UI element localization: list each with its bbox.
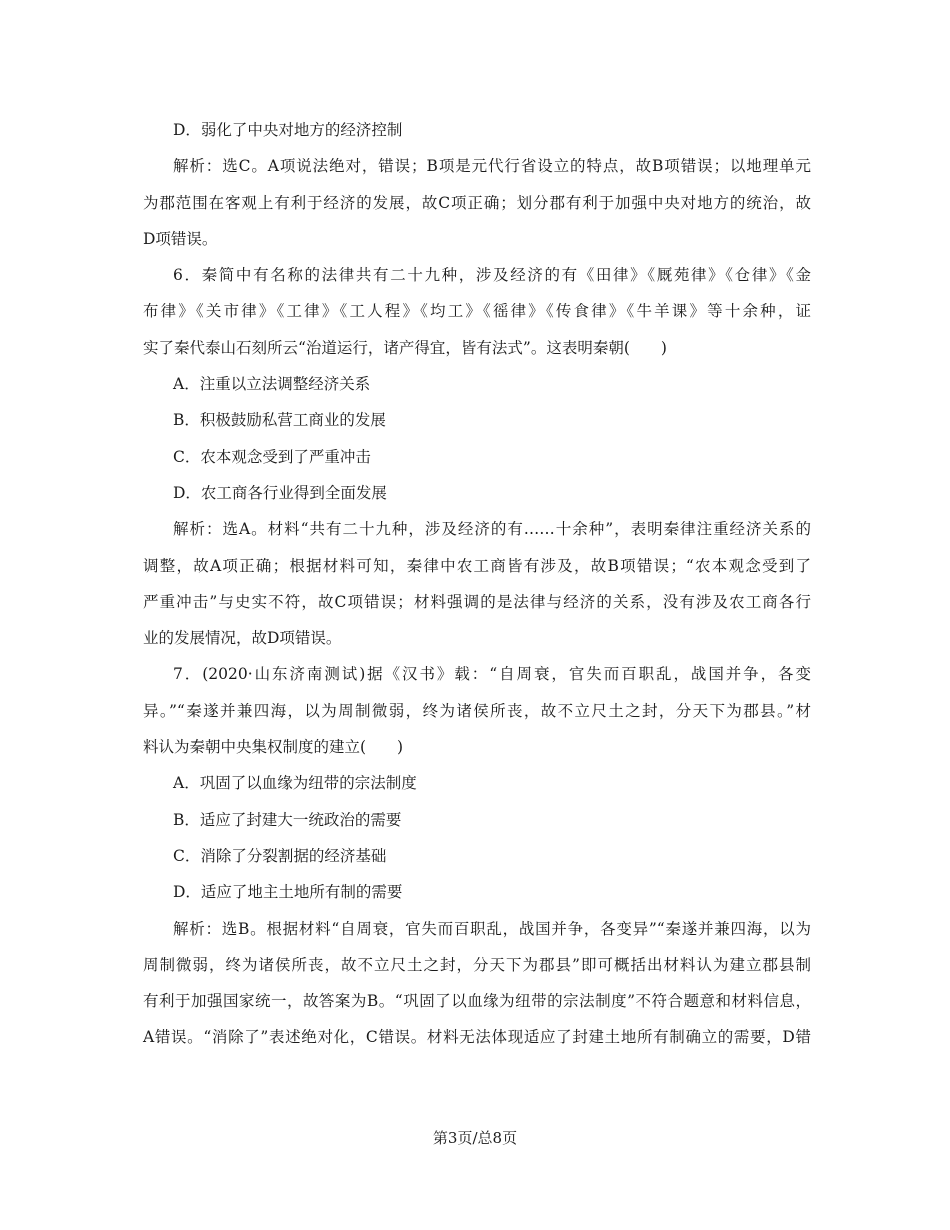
text-line: A．巩固了以血缘为纽带的宗法制度 xyxy=(173,774,417,793)
text-line: 异。”“秦遂并兼四海，以为周制微弱，终为诸侯所丧，故不立尺土之封，分天下为郡县。”材 xyxy=(143,701,811,720)
text-line: 实了秦代泰山石刻所云“治道运行，诸产得宜，皆有法式”。这表明秦朝( ) xyxy=(143,338,667,357)
text-line: 业的发展情况，故D项错误。 xyxy=(143,629,342,648)
text-line: 解析：选C。A项说法绝对，错误；B项是元代行省设立的特点，故B项错误；以地理单元 xyxy=(173,157,811,176)
text-line: 料认为秦朝中央集权制度的建立( ) xyxy=(143,738,404,757)
text-line: A错误。“消除了”表述绝对化，C错误。材料无法体现适应了封建土地所有制确立的需要，D错 xyxy=(143,1028,811,1047)
text-line: 有利于加强国家统一，故答案为B。“巩固了以血缘为纽带的宗法制度”不符合题意和材料信息， xyxy=(143,992,811,1011)
text-line: 解析：选B。根据材料“自周衰，官失而百职乱，战国并争，各变异”“秦遂并兼四海，以为 xyxy=(173,919,811,938)
text-line: D项错误。 xyxy=(143,229,218,248)
text-line: 6．秦简中有名称的法律共有二十九种，涉及经济的有《田律》《厩苑律》《仓律》《金 xyxy=(173,266,811,285)
text-line: D．适应了地主土地所有制的需要 xyxy=(173,883,403,902)
document-body xyxy=(143,112,811,1056)
text-line: C．消除了分裂割据的经济基础 xyxy=(173,846,387,865)
text-line: 7．(2020·山东济南测试)据《汉书》载：“自周衰，官失而百职乱，战国并争，各变 xyxy=(173,665,811,684)
text-line: B．适应了封建大一统政治的需要 xyxy=(173,810,402,829)
text-line: 严重冲击”与史实不符，故C项错误；材料强调的是法律与经济的关系，没有涉及农工商各行 xyxy=(143,592,811,611)
text-line: D．农工商各行业得到全面发展 xyxy=(173,483,387,502)
text-line: 周制微弱，终为诸侯所丧，故不立尺土之封，分天下为郡县”即可概括出材料认为建立郡县制 xyxy=(143,955,811,974)
text-line: B．积极鼓励私营工商业的发展 xyxy=(173,411,386,430)
text-line: C．农本观念受到了严重冲击 xyxy=(173,447,371,466)
text-line: 为郡范围在客观上有利于经济的发展，故C项正确；划分郡有利于加强中央对地方的统治，故 xyxy=(143,193,811,212)
page-footer: 第3页/总8页 xyxy=(432,1129,518,1147)
text-line: D．弱化了中央对地方的经济控制 xyxy=(173,121,403,139)
text-line: 调整，故A项正确；根据材料可知，秦律中农工商皆有涉及，故B项错误；“农本观念受到了 xyxy=(143,556,811,575)
text-line: 布律》《关市律》《工律》《工人程》《均工》《徭律》《传食律》《牛羊课》等十余种，证 xyxy=(143,302,811,321)
text-line: 解析：选A。材料“共有二十九种，涉及经济的有……十余种”，表明秦律注重经济关系的 xyxy=(173,520,811,539)
text-line: A．注重以立法调整经济关系 xyxy=(173,375,371,394)
